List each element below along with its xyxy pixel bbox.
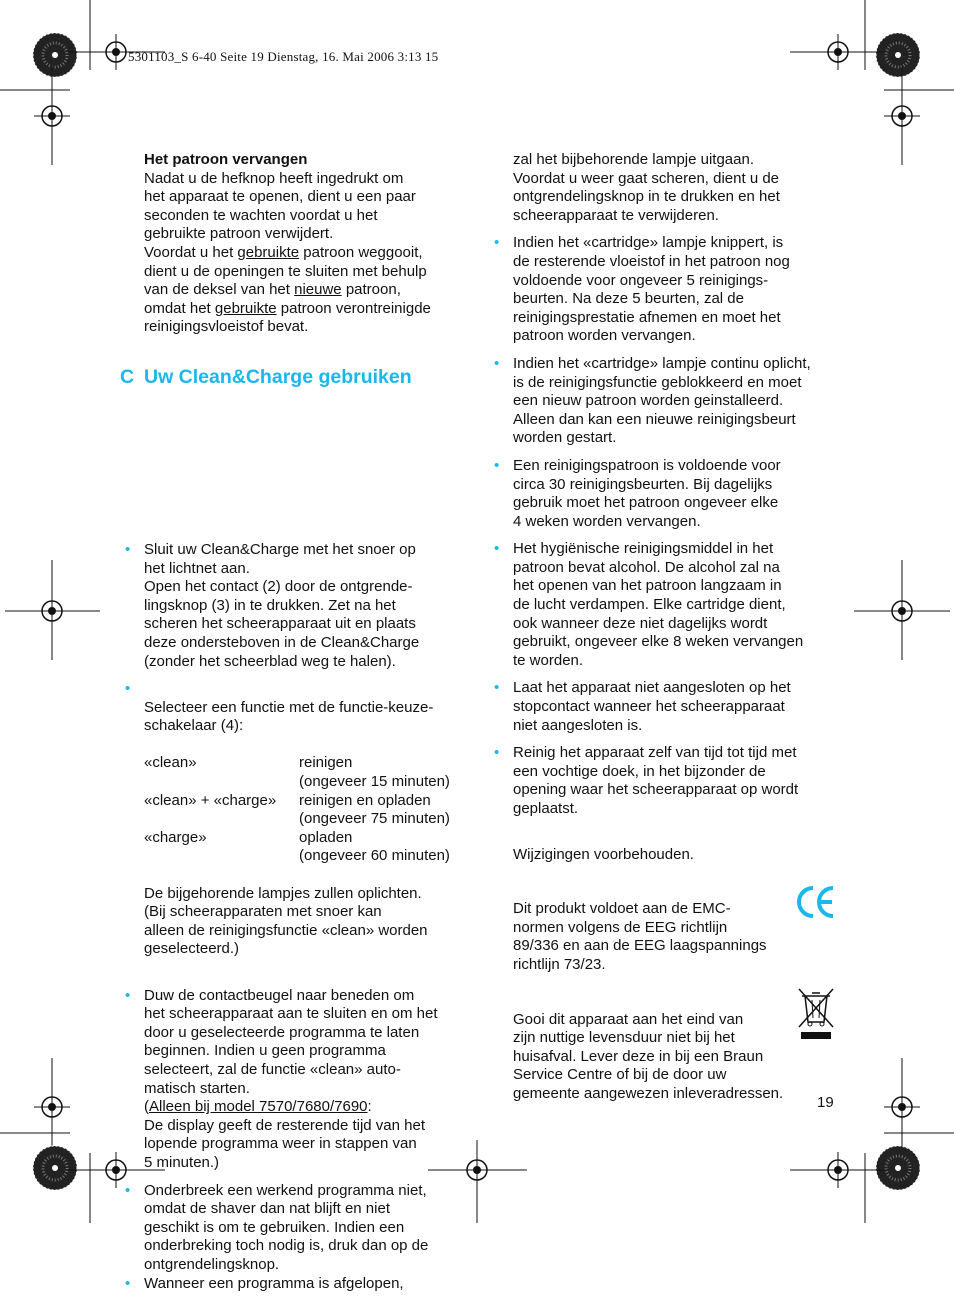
bullet-select-function: • Selecteer een functie met de functie-keuze- schakelaar (4): «clean» reinigen (ongeveer 15 minuten) «clean» + «charge» reinigen en opladen (ongeveer 75 minuten) «charge» opladen (ongeveer 60 minuten) De bijgehorende lampjes zullen oplichten. (Bij scheerapparaten met snoer kan alleen de reinigingsfunctie «clean» worden geselecteerd.) (144, 680, 469, 978)
bullet-do-not-interrupt: • Onderbreek een werkend programma niet, omdat de shaver dan nat blijft en niet geschikt is om te gebruiken. Indien een onderbreking toch nodig is, druk dan op de ontgrendelingsknop. (144, 1182, 469, 1275)
emc-statement: Dit produkt voldoet aan de EMC- normen volgens de EEG richtlijn 89/336 en aan de EEG laagspannings richtlijn 73/23. (513, 900, 767, 973)
page-number: 19 (817, 1094, 834, 1111)
function-mode (144, 773, 299, 792)
function-desc: (ongeveer 75 minuten) (299, 810, 450, 828)
function-mode (144, 810, 299, 829)
disposal-statement: Gooi dit apparaat aan het eind van zijn nuttige levensduur niet bij het huisafval. Lever deze in bij een Braun Service Centre of bij de door uw gemeente aangewezen inleveradressen. (513, 1010, 784, 1102)
left-column (144, 151, 469, 1302)
section-letter: C (120, 366, 135, 388)
right-column (513, 151, 838, 1104)
underlined-word: gebruikte (214, 299, 277, 317)
function-desc: reinigen en opladen (299, 791, 431, 809)
bullet-program-finished: • Wanneer een programma is afgelopen, (144, 1275, 469, 1294)
print-slug: 5301103_S 6-40 Seite 19 Dienstag, 16. Mai 2006 3:13 15 (128, 49, 439, 64)
function-mode: «clean» (144, 754, 197, 772)
ce-mark-icon (795, 884, 837, 920)
function-desc: (ongeveer 60 minuten) (299, 847, 450, 865)
bullet-cartridge-capacity: • Een reinigingspatroon is voldoende voor circa 30 reinigingsbeurten. Bij dagelijks gebruik moet het patroon ongeveer elke 4 weken worden vervangen. (513, 457, 838, 531)
function-desc: opladen (299, 828, 353, 846)
bullet-unplug: • Laat het apparaat niet aangesloten op het stopcontact wanneer het scheerapparaat niet aangesloten is. (513, 679, 838, 735)
function-mode: «clean» + «charge» (144, 791, 277, 809)
crossed-bin-icon (796, 986, 836, 1042)
bullet-cartridge-continuous: • Indien het «cartridge» lampje continu oplicht, is de reinigingsfunctie geblokkeerd en moet een nieuw patroon worden geinstalleerd. Alleen dan kan een nieuwe reinigingsbeurt worden gestart. (513, 355, 838, 448)
subheading-replace-cartridge: Het patroon vervangen (144, 151, 308, 168)
function-desc: (ongeveer 15 minuten) (299, 773, 450, 791)
bullet-clean-device: • Reinig het apparaat zelf van tijd tot tijd met een vochtige doek, in het bijzonder de opening waar het scheerapparaat op wordt geplaatst. (513, 744, 838, 818)
function-mode: «charge» (144, 828, 207, 846)
notice-changes: Wijzigingen voorbehouden. (513, 845, 694, 863)
underlined-word: gebruikte (237, 243, 300, 261)
bullet-alcohol: • Het hygiënische reinigingsmiddel in het patroon bevat alcohol. De alcohol zal na het openen van het patroon langzaam in de lucht verdampen. Elke cartridge dient, ook wanneer deze niet dagelijks wordt gebruikt, ongeveer elke 8 weken vervangen te worden. (513, 540, 838, 670)
underlined-word: nieuwe (294, 281, 342, 299)
section-title: C Uw Clean&Charge gebruiken (120, 366, 412, 388)
bullet-connect: • Sluit uw Clean&Charge met het snoer op het lichtnet aan. Open het contact (2) door de ontgrende- lingsknop (3) in te drukken. Zet na het scheren het scheerapparaat uit en plaats deze ondersteboven in de Clean&Charge (zonder het scheerblad weg te halen). (144, 541, 469, 671)
bullet-cartridge-blinking: • Indien het «cartridge» lampje knippert, is de resterende vloeistof in het patroon nog voldoende voor ongeveer 5 reinigings- beurten. Na deze 5 beurten, zal de reinigingsprestatie afnemen en moet het patroon worden vervangen. (513, 234, 838, 346)
underlined-model-note: Alleen bij model 7570/7680/7690 (149, 1098, 368, 1116)
paragraph-wait: Nadat u de hefknop heeft ingedrukt om het apparaat te openen, dient u een paar seconden te wachten voordat u het gebruikte patroon verwijdert. (144, 169, 416, 243)
function-table (144, 754, 469, 866)
function-desc: reinigen (299, 754, 353, 772)
function-mode (144, 847, 299, 866)
bullet-push-contact: • Duw de contactbeugel naar beneden om het scheerapparaat aan te sluiten en om het door u geselecteerde programma te laten beginnen. Indien u geen programma selecteert, zal de functie «clean» auto- matisch starten. (Alleen bij model 7570/7680/7690: De display geeft de resterende tijd van het lopende programma weer in stappen van 5 minuten.) (144, 987, 469, 1173)
paragraph-continued: zal het bijbehorende lampje uitgaan. Voordat u weer gaat scheren, dient u de ontgrendelingsknop in te drukken en het scheerapparaat te verwijderen. (513, 151, 780, 224)
paragraph-dispose: Voordat u het gebruikte patroon weggooit, dient u de openingen te sluiten met behulp van de deksel van het nieuwe patroon, omdat het gebruikte patroon verontreinigde reinigingsvloeistof bevat. (144, 243, 431, 336)
